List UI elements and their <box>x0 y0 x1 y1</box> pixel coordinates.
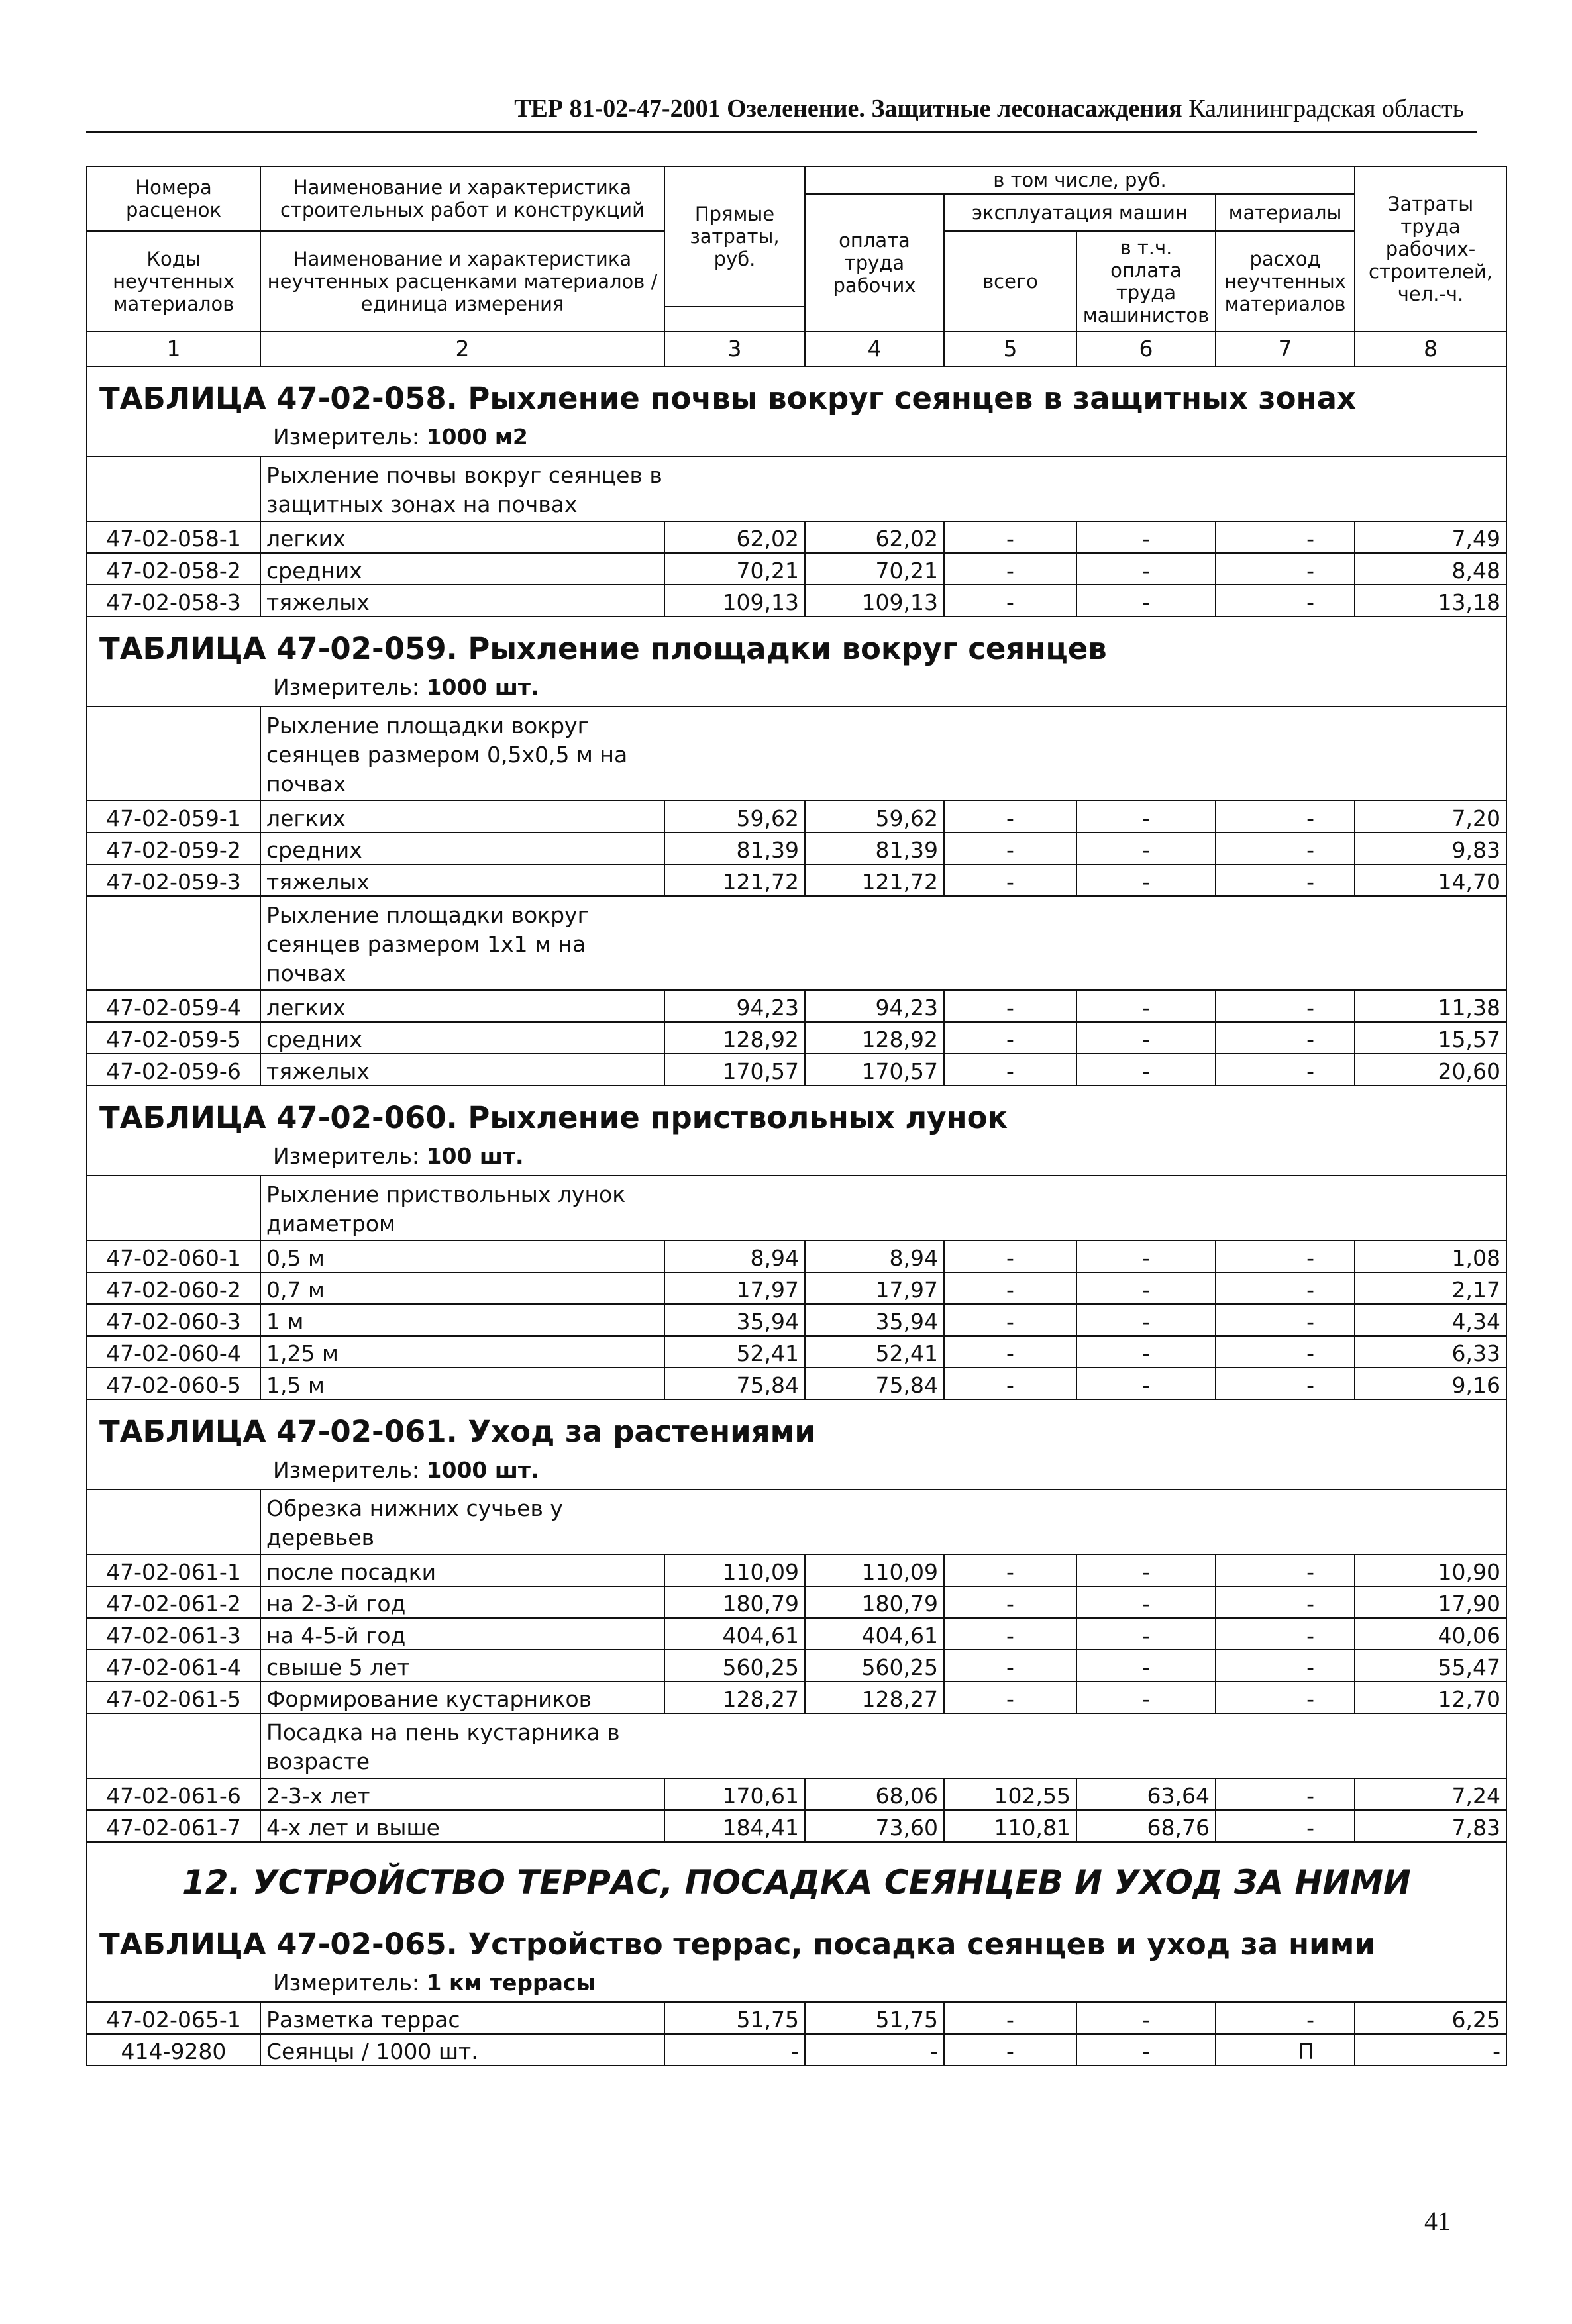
wage-cost: 73,60 <box>805 1810 944 1842</box>
rates-table <box>86 166 1507 2066</box>
labor-hours: 7,83 <box>1355 1810 1506 1842</box>
materials: - <box>1216 1054 1355 1086</box>
header-row-1 <box>87 166 1506 194</box>
work-name: Формирование кустарников <box>260 1682 664 1713</box>
rate-code: 47-02-061-6 <box>87 1778 260 1810</box>
direct-cost: 8,94 <box>664 1240 805 1272</box>
meter <box>87 1454 1506 1490</box>
work-name: средних <box>260 833 664 864</box>
work-name: 1,5 м <box>260 1368 664 1399</box>
work-name: средних <box>260 553 664 585</box>
page-header <box>86 93 1477 133</box>
direct-cost: 180,79 <box>664 1586 805 1618</box>
rate-code: 47-02-061-7 <box>87 1810 260 1842</box>
table-title: ТАБЛИЦА 47-02-065. Устройство террас, посадка сеянцев и уход за ними <box>87 1913 1506 1967</box>
machines-total: - <box>944 1368 1076 1399</box>
table-row <box>87 801 1506 833</box>
table-row <box>87 2034 1506 2066</box>
machines-wage: 68,76 <box>1076 1810 1216 1842</box>
rate-code: 47-02-059-4 <box>87 990 260 1022</box>
document-title <box>514 94 1464 123</box>
materials: - <box>1216 1778 1355 1810</box>
col-header-name-unaccounted: Наименование и характеристика неучтенных расценками материалов / единица измерения <box>260 231 664 332</box>
work-description-text: Рыхление почвы вокруг сеянцев в защитных зонах на почвах <box>266 462 662 517</box>
machines-total: - <box>944 585 1076 617</box>
table-row <box>87 585 1506 617</box>
machines-wage: - <box>1076 1336 1216 1368</box>
column-number: 5 <box>944 332 1076 366</box>
col-header-direct-spacer <box>664 307 805 332</box>
col-header-direct: Прямые затраты, руб. <box>664 166 805 307</box>
labor-hours: 2,17 <box>1355 1272 1506 1304</box>
machines-total: - <box>944 801 1076 833</box>
col-header-incl: в том числе, руб. <box>805 166 1355 194</box>
machines-wage: - <box>1076 990 1216 1022</box>
machines-wage: 63,64 <box>1076 1778 1216 1810</box>
labor-hours: 20,60 <box>1355 1054 1506 1086</box>
machines-wage: - <box>1076 1054 1216 1086</box>
table-row <box>87 1618 1506 1650</box>
work-description-text: Рыхление площадки вокруг сеянцев размером 0,5х0,5 м на почвах <box>266 713 628 797</box>
rate-code: 47-02-060-2 <box>87 1272 260 1304</box>
meter-value: 1000 шт. <box>426 674 539 700</box>
labor-hours: - <box>1355 2034 1506 2066</box>
work-name: Разметка террас <box>260 2002 664 2034</box>
description-code-cell <box>87 1713 260 1778</box>
materials: - <box>1216 1022 1355 1054</box>
materials: - <box>1216 833 1355 864</box>
machines-total: - <box>944 1304 1076 1336</box>
column-number: 2 <box>260 332 664 366</box>
wage-cost: 170,57 <box>805 1054 944 1086</box>
column-number: 7 <box>1216 332 1355 366</box>
materials: - <box>1216 585 1355 617</box>
table-058-title-row <box>87 366 1506 421</box>
rate-code: 47-02-058-1 <box>87 521 260 553</box>
document-title-main: ТЕР 81-02-47-2001 Озеленение. Защитные лесонасаждения <box>514 95 1182 123</box>
work-name: на 2-3-й год <box>260 1586 664 1618</box>
work-name: тяжелых <box>260 864 664 896</box>
rate-code: 47-02-061-3 <box>87 1618 260 1650</box>
wage-cost: 75,84 <box>805 1368 944 1399</box>
direct-cost: 94,23 <box>664 990 805 1022</box>
machines-total: 110,81 <box>944 1810 1076 1842</box>
table-row <box>87 990 1506 1022</box>
table-row <box>87 521 1506 553</box>
meter <box>87 672 1506 707</box>
machines-wage: - <box>1076 1272 1216 1304</box>
wage-cost: 8,94 <box>805 1240 944 1272</box>
machines-total: - <box>944 521 1076 553</box>
rate-code: 47-02-060-3 <box>87 1304 260 1336</box>
rate-code: 47-02-060-1 <box>87 1240 260 1272</box>
machines-total: 102,55 <box>944 1778 1076 1810</box>
labor-hours: 9,16 <box>1355 1368 1506 1399</box>
materials: - <box>1216 1240 1355 1272</box>
work-description <box>260 896 1506 990</box>
labor-hours: 13,18 <box>1355 585 1506 617</box>
chapter-heading: 12. УСТРОЙСТВО ТЕРРАС, ПОСАДКА СЕЯНЦЕВ И УХОД ЗА НИМИ <box>87 1842 1506 1913</box>
work-description <box>260 1176 1506 1240</box>
work-description <box>260 707 1506 801</box>
work-description-text: Посадка на пень кустарника в возрасте <box>266 1719 620 1774</box>
wage-cost: 70,21 <box>805 553 944 585</box>
materials: - <box>1216 864 1355 896</box>
machines-wage: - <box>1076 1682 1216 1713</box>
rate-code: 47-02-059-6 <box>87 1054 260 1086</box>
rate-code: 47-02-059-5 <box>87 1022 260 1054</box>
labor-hours: 6,25 <box>1355 2002 1506 2034</box>
materials: - <box>1216 553 1355 585</box>
work-description-text: Рыхление площадки вокруг сеянцев размером 1х1 м на почвах <box>266 902 589 986</box>
work-description <box>260 1490 1506 1554</box>
meter <box>87 1140 1506 1176</box>
machines-wage: - <box>1076 1368 1216 1399</box>
column-number: 4 <box>805 332 944 366</box>
machines-wage: - <box>1076 585 1216 617</box>
direct-cost: 110,09 <box>664 1554 805 1586</box>
direct-cost: 52,41 <box>664 1336 805 1368</box>
work-name: средних <box>260 1022 664 1054</box>
work-name: легких <box>260 521 664 553</box>
document-title-region: Калининградская область <box>1182 95 1464 123</box>
rate-code: 47-02-059-2 <box>87 833 260 864</box>
labor-hours: 14,70 <box>1355 864 1506 896</box>
labor-hours: 10,90 <box>1355 1554 1506 1586</box>
labor-hours: 1,08 <box>1355 1240 1506 1272</box>
direct-cost: - <box>664 2034 805 2066</box>
col-header-codes: Номера расценок <box>87 166 260 231</box>
labor-hours: 9,83 <box>1355 833 1506 864</box>
wage-cost: 180,79 <box>805 1586 944 1618</box>
col-header-machines: эксплуатация машин <box>944 194 1216 231</box>
labor-hours: 7,49 <box>1355 521 1506 553</box>
machines-wage: - <box>1076 1618 1216 1650</box>
materials: - <box>1216 801 1355 833</box>
rate-code: 47-02-061-1 <box>87 1554 260 1586</box>
rate-code: 47-02-061-5 <box>87 1682 260 1713</box>
materials: - <box>1216 521 1355 553</box>
wage-cost: 404,61 <box>805 1618 944 1650</box>
column-number: 1 <box>87 332 260 366</box>
materials: - <box>1216 1554 1355 1586</box>
col-header-materials-consumption: расход неучтенных материалов <box>1216 231 1355 332</box>
rate-code: 47-02-059-3 <box>87 864 260 896</box>
meter-label: Измеритель: <box>273 1457 420 1483</box>
wage-cost: - <box>805 2034 944 2066</box>
table-title: ТАБЛИЦА 47-02-061. Уход за растениями <box>87 1399 1506 1454</box>
table-title: ТАБЛИЦА 47-02-059. Рыхление площадки вокруг сеянцев <box>87 617 1506 672</box>
table-row <box>87 1778 1506 1810</box>
meter-value: 1000 м2 <box>426 424 528 450</box>
meter-label: Измеритель: <box>273 1143 420 1169</box>
wage-cost: 52,41 <box>805 1336 944 1368</box>
direct-cost: 404,61 <box>664 1618 805 1650</box>
labor-hours: 4,34 <box>1355 1304 1506 1336</box>
description-row <box>87 896 1506 990</box>
col-header-name: Наименование и характеристика строительных работ и конструкций <box>260 166 664 231</box>
labor-hours: 11,38 <box>1355 990 1506 1022</box>
machines-wage: - <box>1076 801 1216 833</box>
work-name: тяжелых <box>260 585 664 617</box>
table-row <box>87 1682 1506 1713</box>
work-name: 0,5 м <box>260 1240 664 1272</box>
work-description <box>260 1713 1506 1778</box>
machines-total: - <box>944 2002 1076 2034</box>
meter-row <box>87 672 1506 707</box>
direct-cost: 128,92 <box>664 1022 805 1054</box>
column-number: 6 <box>1076 332 1216 366</box>
col-header-labor: Затраты труда рабочих-строителей, чел.-ч. <box>1355 166 1506 332</box>
rate-code: 47-02-059-1 <box>87 801 260 833</box>
materials: - <box>1216 1368 1355 1399</box>
col-header-machines-total: всего <box>944 231 1076 332</box>
wage-cost: 128,92 <box>805 1022 944 1054</box>
machines-wage: - <box>1076 2002 1216 2034</box>
machines-total: - <box>944 990 1076 1022</box>
machines-wage: - <box>1076 1586 1216 1618</box>
wage-cost: 94,23 <box>805 990 944 1022</box>
direct-cost: 75,84 <box>664 1368 805 1399</box>
page-number: 41 <box>1424 2206 1451 2236</box>
table-row <box>87 1022 1506 1054</box>
wage-cost: 35,94 <box>805 1304 944 1336</box>
machines-total: - <box>944 1618 1076 1650</box>
labor-hours: 12,70 <box>1355 1682 1506 1713</box>
materials: - <box>1216 2002 1355 2034</box>
materials: - <box>1216 1272 1355 1304</box>
work-name: после посадки <box>260 1554 664 1586</box>
table-row <box>87 1368 1506 1399</box>
wage-cost: 560,25 <box>805 1650 944 1682</box>
materials: - <box>1216 1810 1355 1842</box>
direct-cost: 170,57 <box>664 1054 805 1086</box>
table-060-title-row <box>87 1086 1506 1140</box>
machines-wage: - <box>1076 2034 1216 2066</box>
wage-cost: 59,62 <box>805 801 944 833</box>
labor-hours: 7,24 <box>1355 1778 1506 1810</box>
wage-cost: 68,06 <box>805 1778 944 1810</box>
materials: - <box>1216 1650 1355 1682</box>
wage-cost: 17,97 <box>805 1272 944 1304</box>
table-row <box>87 1650 1506 1682</box>
table-row <box>87 553 1506 585</box>
wage-cost: 110,09 <box>805 1554 944 1586</box>
table-row <box>87 1586 1506 1618</box>
machines-wage: - <box>1076 1554 1216 1586</box>
work-description-text: Рыхление приствольных лунок диаметром <box>266 1182 626 1237</box>
labor-hours: 40,06 <box>1355 1618 1506 1650</box>
rate-code: 47-02-058-2 <box>87 553 260 585</box>
meter-row <box>87 1454 1506 1490</box>
rate-code: 47-02-061-4 <box>87 1650 260 1682</box>
machines-total: - <box>944 1682 1076 1713</box>
machines-wage: - <box>1076 1022 1216 1054</box>
work-name: тяжелых <box>260 1054 664 1086</box>
machines-wage: - <box>1076 1650 1216 1682</box>
machines-total: - <box>944 1650 1076 1682</box>
col-header-materials: материалы <box>1216 194 1355 231</box>
wage-cost: 51,75 <box>805 2002 944 2034</box>
wage-cost: 62,02 <box>805 521 944 553</box>
table-row <box>87 1554 1506 1586</box>
direct-cost: 109,13 <box>664 585 805 617</box>
labor-hours: 8,48 <box>1355 553 1506 585</box>
table-row <box>87 2002 1506 2034</box>
meter-row <box>87 421 1506 456</box>
materials: - <box>1216 990 1355 1022</box>
meter-label: Измеритель: <box>273 1970 420 1996</box>
table-title: ТАБЛИЦА 47-02-058. Рыхление почвы вокруг сеянцев в защитных зонах <box>87 366 1506 421</box>
table-065-title-row <box>87 1913 1506 1967</box>
work-name: 2-3-х лет <box>260 1778 664 1810</box>
meter <box>87 421 1506 456</box>
machines-total: - <box>944 1054 1076 1086</box>
machines-wage: - <box>1076 1240 1216 1272</box>
labor-hours: 7,20 <box>1355 801 1506 833</box>
work-description <box>260 456 1506 521</box>
chapter-heading-row <box>87 1842 1506 1913</box>
description-code-cell <box>87 707 260 801</box>
description-row <box>87 456 1506 521</box>
direct-cost: 17,97 <box>664 1272 805 1304</box>
direct-cost: 70,21 <box>664 553 805 585</box>
table-row <box>87 864 1506 896</box>
machines-total: - <box>944 1240 1076 1272</box>
materials: - <box>1216 1618 1355 1650</box>
table-row <box>87 1240 1506 1272</box>
labor-hours: 55,47 <box>1355 1650 1506 1682</box>
rate-code: 47-02-060-5 <box>87 1368 260 1399</box>
description-code-cell <box>87 896 260 990</box>
machines-total: - <box>944 1272 1076 1304</box>
machines-wage: - <box>1076 553 1216 585</box>
rate-code: 47-02-060-4 <box>87 1336 260 1368</box>
direct-cost: 51,75 <box>664 2002 805 2034</box>
wage-cost: 109,13 <box>805 585 944 617</box>
description-row <box>87 707 1506 801</box>
column-number: 3 <box>664 332 805 366</box>
rate-code: 47-02-061-2 <box>87 1586 260 1618</box>
machines-total: - <box>944 1022 1076 1054</box>
direct-cost: 128,27 <box>664 1682 805 1713</box>
work-name: на 4-5-й год <box>260 1618 664 1650</box>
work-name: 1 м <box>260 1304 664 1336</box>
direct-cost: 35,94 <box>664 1304 805 1336</box>
direct-cost: 170,61 <box>664 1778 805 1810</box>
rate-code: 47-02-058-3 <box>87 585 260 617</box>
table-row <box>87 1054 1506 1086</box>
work-name: Сеянцы / 1000 шт. <box>260 2034 664 2066</box>
col-header-machines-wage: в т.ч. оплата труда машинистов <box>1076 231 1216 332</box>
machines-total: - <box>944 1554 1076 1586</box>
labor-hours: 17,90 <box>1355 1586 1506 1618</box>
work-name: 1,25 м <box>260 1336 664 1368</box>
wage-cost: 121,72 <box>805 864 944 896</box>
machines-total: - <box>944 1336 1076 1368</box>
direct-cost: 62,02 <box>664 521 805 553</box>
rate-code: 414-9280 <box>87 2034 260 2066</box>
rate-code: 47-02-065-1 <box>87 2002 260 2034</box>
meter-row <box>87 1140 1506 1176</box>
meter-row <box>87 1967 1506 2002</box>
machines-total: - <box>944 1586 1076 1618</box>
labor-hours: 15,57 <box>1355 1022 1506 1054</box>
description-code-cell <box>87 456 260 521</box>
wage-cost: 81,39 <box>805 833 944 864</box>
machines-wage: - <box>1076 1304 1216 1336</box>
materials: - <box>1216 1682 1355 1713</box>
meter-value: 1 км террасы <box>426 1970 596 1996</box>
table-059-title-row <box>87 617 1506 672</box>
work-name: легких <box>260 990 664 1022</box>
meter-label: Измеритель: <box>273 674 420 700</box>
description-code-cell <box>87 1490 260 1554</box>
materials: - <box>1216 1336 1355 1368</box>
meter-label: Измеритель: <box>273 424 420 450</box>
work-name: 0,7 м <box>260 1272 664 1304</box>
direct-cost: 184,41 <box>664 1810 805 1842</box>
direct-cost: 121,72 <box>664 864 805 896</box>
machines-total: - <box>944 833 1076 864</box>
machines-wage: - <box>1076 864 1216 896</box>
column-numbers-row <box>87 332 1506 366</box>
column-number: 8 <box>1355 332 1506 366</box>
col-header-wage: оплата труда рабочих <box>805 194 944 332</box>
machines-total: - <box>944 2034 1076 2066</box>
machines-total: - <box>944 864 1076 896</box>
table-row <box>87 833 1506 864</box>
labor-hours: 6,33 <box>1355 1336 1506 1368</box>
materials: - <box>1216 1304 1355 1336</box>
table-061-title-row <box>87 1399 1506 1454</box>
table-title: ТАБЛИЦА 47-02-060. Рыхление приствольных лунок <box>87 1086 1506 1140</box>
direct-cost: 81,39 <box>664 833 805 864</box>
wage-cost: 128,27 <box>805 1682 944 1713</box>
col-header-codes-unaccounted: Коды неучтенных материалов <box>87 231 260 332</box>
meter <box>87 1967 1506 2002</box>
materials: - <box>1216 1586 1355 1618</box>
table-row <box>87 1810 1506 1842</box>
work-name: свыше 5 лет <box>260 1650 664 1682</box>
work-name: 4-х лет и выше <box>260 1810 664 1842</box>
description-code-cell <box>87 1176 260 1240</box>
direct-cost: 59,62 <box>664 801 805 833</box>
meter-value: 100 шт. <box>426 1143 524 1169</box>
work-name: легких <box>260 801 664 833</box>
table-row <box>87 1304 1506 1336</box>
machines-wage: - <box>1076 521 1216 553</box>
meter-value: 1000 шт. <box>426 1457 539 1483</box>
machines-total: - <box>944 553 1076 585</box>
description-row <box>87 1713 1506 1778</box>
work-description-text: Обрезка нижних сучьев у деревьев <box>266 1495 563 1550</box>
table-row <box>87 1272 1506 1304</box>
direct-cost: 560,25 <box>664 1650 805 1682</box>
description-row <box>87 1490 1506 1554</box>
table-row <box>87 1336 1506 1368</box>
machines-wage: - <box>1076 833 1216 864</box>
description-row <box>87 1176 1506 1240</box>
materials: П <box>1216 2034 1355 2066</box>
